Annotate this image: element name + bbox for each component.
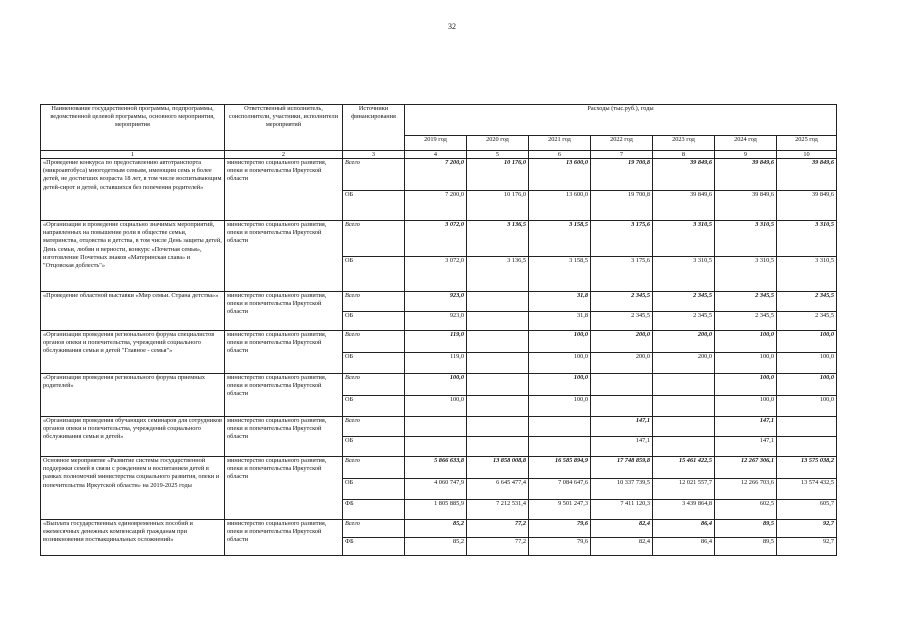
expense-value: 147,1 bbox=[591, 437, 653, 457]
expense-value: 39 849,6 bbox=[777, 191, 837, 221]
expense-value: 147,1 bbox=[715, 417, 777, 437]
expense-value: 100,0 bbox=[777, 353, 837, 374]
expense-value: 100,0 bbox=[405, 396, 467, 417]
measure-executor: министерство социального развития, опеки и попечительства Иркутской области bbox=[225, 374, 343, 417]
expense-value bbox=[405, 417, 467, 437]
expense-value: 6 645 477,4 bbox=[467, 479, 529, 500]
funding-source: ОБ bbox=[343, 312, 405, 331]
expense-value bbox=[653, 374, 715, 396]
expense-value: 7 200,0 bbox=[405, 191, 467, 221]
measure-name: «Выплата государственных единовременных пособий и ежемесячных денежных компенсаций гражданам при возникновении поствакцинальных осложнений» bbox=[41, 520, 225, 556]
funding-source: ОБ bbox=[343, 353, 405, 374]
expense-value: 85,2 bbox=[405, 538, 467, 556]
expense-value: 79,6 bbox=[529, 538, 591, 556]
expense-value: 31,8 bbox=[529, 292, 591, 312]
expense-value: 147,1 bbox=[715, 437, 777, 457]
measure-executor: министерство социального развития, опеки и попечительства Иркутской области bbox=[225, 520, 343, 556]
measure-name: «Организация и проведение социально значимых мероприятий, направленных на повышение роли в обществе семьи, материнства, отцовства и детства, в том числе День защиты детей, День семьи, любви и верности, конкурс «Почетная семья», изготовление Почетных знаков «Материнская слава» и "Отцовская доблесть"» bbox=[41, 221, 225, 292]
expense-value: 119,0 bbox=[405, 331, 467, 353]
expense-value bbox=[467, 417, 529, 437]
expense-value: 200,0 bbox=[591, 331, 653, 353]
expense-value: 100,0 bbox=[405, 374, 467, 396]
column-number: 7 bbox=[591, 151, 653, 159]
expense-value: 2 345,5 bbox=[653, 312, 715, 331]
measure-name: «Организация проведения обучающих семинаров для сотрудников органов опеки и попечительства, учреждений социального обслуживания семьи и детей» bbox=[41, 417, 225, 457]
column-number: 8 bbox=[653, 151, 715, 159]
expense-value bbox=[653, 417, 715, 437]
expense-value bbox=[653, 396, 715, 417]
expense-value: 13 600,0 bbox=[529, 191, 591, 221]
funding-source: ОБ bbox=[343, 257, 405, 292]
expense-value: 200,0 bbox=[653, 353, 715, 374]
expense-value: 86,4 bbox=[653, 520, 715, 538]
expense-value: 19 700,8 bbox=[591, 191, 653, 221]
header-executor: Ответственный исполнитель, соисполнители, участники, исполнители мероприятий bbox=[225, 105, 343, 151]
expense-value: 13 600,0 bbox=[529, 159, 591, 191]
expense-value: 17 748 859,8 bbox=[591, 457, 653, 479]
expense-value: 3 158,5 bbox=[529, 221, 591, 257]
expense-value: 100,0 bbox=[777, 374, 837, 396]
expense-value: 200,0 bbox=[591, 353, 653, 374]
header-year: 2019 год bbox=[405, 136, 467, 151]
funding-source: Всего bbox=[343, 520, 405, 538]
expense-value: 7 084 647,6 bbox=[529, 479, 591, 500]
expense-value: 2 345,5 bbox=[777, 292, 837, 312]
header-year: 2022 год bbox=[591, 136, 653, 151]
measure-name: «Организация проведения регионального форума приемных родителей» bbox=[41, 374, 225, 417]
header-year: 2021 год bbox=[529, 136, 591, 151]
funding-source: ОБ bbox=[343, 396, 405, 417]
header-expenses: Расходы (тыс.руб.), годы bbox=[405, 105, 837, 136]
expense-value: 2 345,5 bbox=[653, 292, 715, 312]
funding-source: Всего bbox=[343, 374, 405, 396]
expense-value: 39 849,6 bbox=[653, 191, 715, 221]
expense-value bbox=[529, 437, 591, 457]
expense-value: 100,0 bbox=[715, 331, 777, 353]
expense-value bbox=[467, 437, 529, 457]
expense-value bbox=[467, 396, 529, 417]
expense-value: 12 267 306,1 bbox=[715, 457, 777, 479]
expense-value: 200,0 bbox=[653, 331, 715, 353]
expense-value: 10 176,0 bbox=[467, 191, 529, 221]
header-program: Наименование государственной программы, подпрограммы, ведомственной целевой программы, основного мероприятия, мероприятия bbox=[41, 105, 225, 151]
expense-value: 100,0 bbox=[777, 331, 837, 353]
expense-value bbox=[467, 353, 529, 374]
expense-value: 100,0 bbox=[529, 374, 591, 396]
funding-source: ФБ bbox=[343, 538, 405, 556]
expense-value: 100,0 bbox=[777, 396, 837, 417]
expense-value: 4 060 747,9 bbox=[405, 479, 467, 500]
expense-value: 2 345,5 bbox=[591, 312, 653, 331]
expense-value: 100,0 bbox=[529, 396, 591, 417]
expense-value: 119,0 bbox=[405, 353, 467, 374]
funding-source: Всего bbox=[343, 292, 405, 312]
expense-value: 100,0 bbox=[529, 353, 591, 374]
header-year: 2025 год bbox=[777, 136, 837, 151]
expense-value: 82,4 bbox=[591, 538, 653, 556]
expense-value: 39 849,6 bbox=[715, 159, 777, 191]
measure-executor: министерство социального развития, опеки и попечительства Иркутской области bbox=[225, 457, 343, 520]
expense-value: 13 858 008,8 bbox=[467, 457, 529, 479]
expense-value: 92,7 bbox=[777, 538, 837, 556]
expense-value bbox=[777, 417, 837, 437]
funding-source: Всего bbox=[343, 417, 405, 437]
expense-value bbox=[467, 331, 529, 353]
expense-value: 100,0 bbox=[529, 331, 591, 353]
header-year: 2024 год bbox=[715, 136, 777, 151]
expense-value: 13 575 038,2 bbox=[777, 457, 837, 479]
expense-value: 9 501 247,3 bbox=[529, 500, 591, 520]
expense-value: 1 805 885,9 bbox=[405, 500, 467, 520]
expense-value: 100,0 bbox=[715, 353, 777, 374]
column-number: 9 bbox=[715, 151, 777, 159]
expense-value: 3 310,5 bbox=[777, 221, 837, 257]
funding-source: Всего bbox=[343, 221, 405, 257]
table-row bbox=[41, 221, 837, 257]
expense-value: 3 175,6 bbox=[591, 257, 653, 292]
expense-value: 7 200,0 bbox=[405, 159, 467, 191]
expense-value: 3 310,5 bbox=[653, 221, 715, 257]
expense-value: 3 310,5 bbox=[715, 257, 777, 292]
measure-name: «Проведение областной выставки «Мир семьи. Страна детства»» bbox=[41, 292, 225, 331]
expense-value bbox=[529, 417, 591, 437]
expense-value: 3 072,0 bbox=[405, 221, 467, 257]
expense-value: 89,5 bbox=[715, 538, 777, 556]
funding-source: Всего bbox=[343, 159, 405, 191]
measure-executor: министерство социального развития, опеки и попечительства Иркутской области bbox=[225, 417, 343, 457]
table-row bbox=[41, 520, 837, 538]
expense-value bbox=[467, 292, 529, 312]
table-row bbox=[41, 457, 837, 479]
header-source: Источники финансирования bbox=[343, 105, 405, 151]
expense-value: 77,2 bbox=[467, 520, 529, 538]
expense-value: 147,1 bbox=[591, 417, 653, 437]
expense-value: 82,4 bbox=[591, 520, 653, 538]
expense-value: 5 866 633,8 bbox=[405, 457, 467, 479]
expense-value: 31,8 bbox=[529, 312, 591, 331]
expense-value: 79,6 bbox=[529, 520, 591, 538]
expense-value: 85,2 bbox=[405, 520, 467, 538]
table-row bbox=[41, 292, 837, 312]
funding-source: Всего bbox=[343, 457, 405, 479]
expense-value: 923,0 bbox=[405, 312, 467, 331]
expense-value: 3 158,5 bbox=[529, 257, 591, 292]
expense-value: 7 212 531,4 bbox=[467, 500, 529, 520]
expense-value: 39 849,6 bbox=[715, 191, 777, 221]
measure-name: «Проведение конкурса по предоставлению автотранспорта (микроавтобуса) многодетным семьям, имеющим семь и более детей, не достигших возраста 18 лет, в том числе воспитывающим детей-сирот и детей, оставшихся без попечения родителей» bbox=[41, 159, 225, 221]
expense-value bbox=[467, 312, 529, 331]
column-number: 1 bbox=[41, 151, 225, 159]
measure-name: Основное мероприятие «Развитие системы государственной поддержки семей в связи с рождением и воспитанием детей в рамках полномочий министерства социального развития, опеки и попечительства Иркутской области» на 2019-2025 годы bbox=[41, 457, 225, 520]
expense-value: 3 136,5 bbox=[467, 221, 529, 257]
expense-value bbox=[591, 396, 653, 417]
expense-value: 13 574 432,5 bbox=[777, 479, 837, 500]
budget-table bbox=[40, 104, 837, 556]
expense-value: 7 411 120,3 bbox=[591, 500, 653, 520]
expense-value: 100,0 bbox=[715, 396, 777, 417]
funding-source: ОБ bbox=[343, 191, 405, 221]
table-row bbox=[41, 331, 837, 353]
expense-value: 39 849,6 bbox=[777, 159, 837, 191]
table-row bbox=[41, 417, 837, 437]
header-year: 2020 год bbox=[467, 136, 529, 151]
funding-source: Всего bbox=[343, 331, 405, 353]
measure-executor: министерство социального развития, опеки и попечительства Иркутской области bbox=[225, 159, 343, 221]
column-number: 10 bbox=[777, 151, 837, 159]
expense-value: 923,0 bbox=[405, 292, 467, 312]
funding-source: ОБ bbox=[343, 479, 405, 500]
expense-value: 10 337 739,5 bbox=[591, 479, 653, 500]
column-number: 6 bbox=[529, 151, 591, 159]
column-number: 2 bbox=[225, 151, 343, 159]
measure-executor: министерство социального развития, опеки и попечительства Иркутской области bbox=[225, 221, 343, 292]
funding-source: ФБ bbox=[343, 500, 405, 520]
column-number: 3 bbox=[343, 151, 405, 159]
table-row bbox=[41, 374, 837, 396]
expense-value: 3 136,5 bbox=[467, 257, 529, 292]
expense-value: 77,2 bbox=[467, 538, 529, 556]
expense-value bbox=[405, 437, 467, 457]
expense-value: 92,7 bbox=[777, 520, 837, 538]
table-row bbox=[41, 159, 837, 191]
expense-value: 3 310,5 bbox=[715, 221, 777, 257]
expense-value: 602,5 bbox=[715, 500, 777, 520]
expense-value: 86,4 bbox=[653, 538, 715, 556]
expense-value: 39 849,6 bbox=[653, 159, 715, 191]
measure-name: «Организация проведения регионального форума специалистов органов опеки и попечительства, учреждений социального обслуживания семьи и детей "Главное - семья"» bbox=[41, 331, 225, 374]
expense-value: 100,0 bbox=[715, 374, 777, 396]
expense-value: 2 345,5 bbox=[591, 292, 653, 312]
expense-value: 3 439 864,8 bbox=[653, 500, 715, 520]
funding-source: ОБ bbox=[343, 437, 405, 457]
expense-value bbox=[777, 437, 837, 457]
expense-value: 2 345,5 bbox=[715, 292, 777, 312]
expense-value: 89,5 bbox=[715, 520, 777, 538]
expense-value bbox=[591, 374, 653, 396]
expense-value bbox=[653, 437, 715, 457]
measure-executor: министерство социального развития, опеки и попечительства Иркутской области bbox=[225, 292, 343, 331]
expense-value: 16 585 894,9 bbox=[529, 457, 591, 479]
expense-value: 2 345,5 bbox=[715, 312, 777, 331]
expense-value: 2 345,5 bbox=[777, 312, 837, 331]
expense-value: 3 310,5 bbox=[653, 257, 715, 292]
expense-value: 605,7 bbox=[777, 500, 837, 520]
expense-value: 3 310,5 bbox=[777, 257, 837, 292]
expense-value: 12 021 557,7 bbox=[653, 479, 715, 500]
expense-value: 10 176,0 bbox=[467, 159, 529, 191]
expense-value bbox=[467, 374, 529, 396]
column-number: 5 bbox=[467, 151, 529, 159]
expense-value: 12 266 703,6 bbox=[715, 479, 777, 500]
expense-value: 15 461 422,5 bbox=[653, 457, 715, 479]
column-number: 4 bbox=[405, 151, 467, 159]
expense-value: 3 175,6 bbox=[591, 221, 653, 257]
measure-executor: министерство социального развития, опеки и попечительства Иркутской области bbox=[225, 331, 343, 374]
expense-value: 3 072,0 bbox=[405, 257, 467, 292]
header-year: 2023 год bbox=[653, 136, 715, 151]
page-number: 32 bbox=[448, 22, 456, 31]
expense-value: 19 700,8 bbox=[591, 159, 653, 191]
